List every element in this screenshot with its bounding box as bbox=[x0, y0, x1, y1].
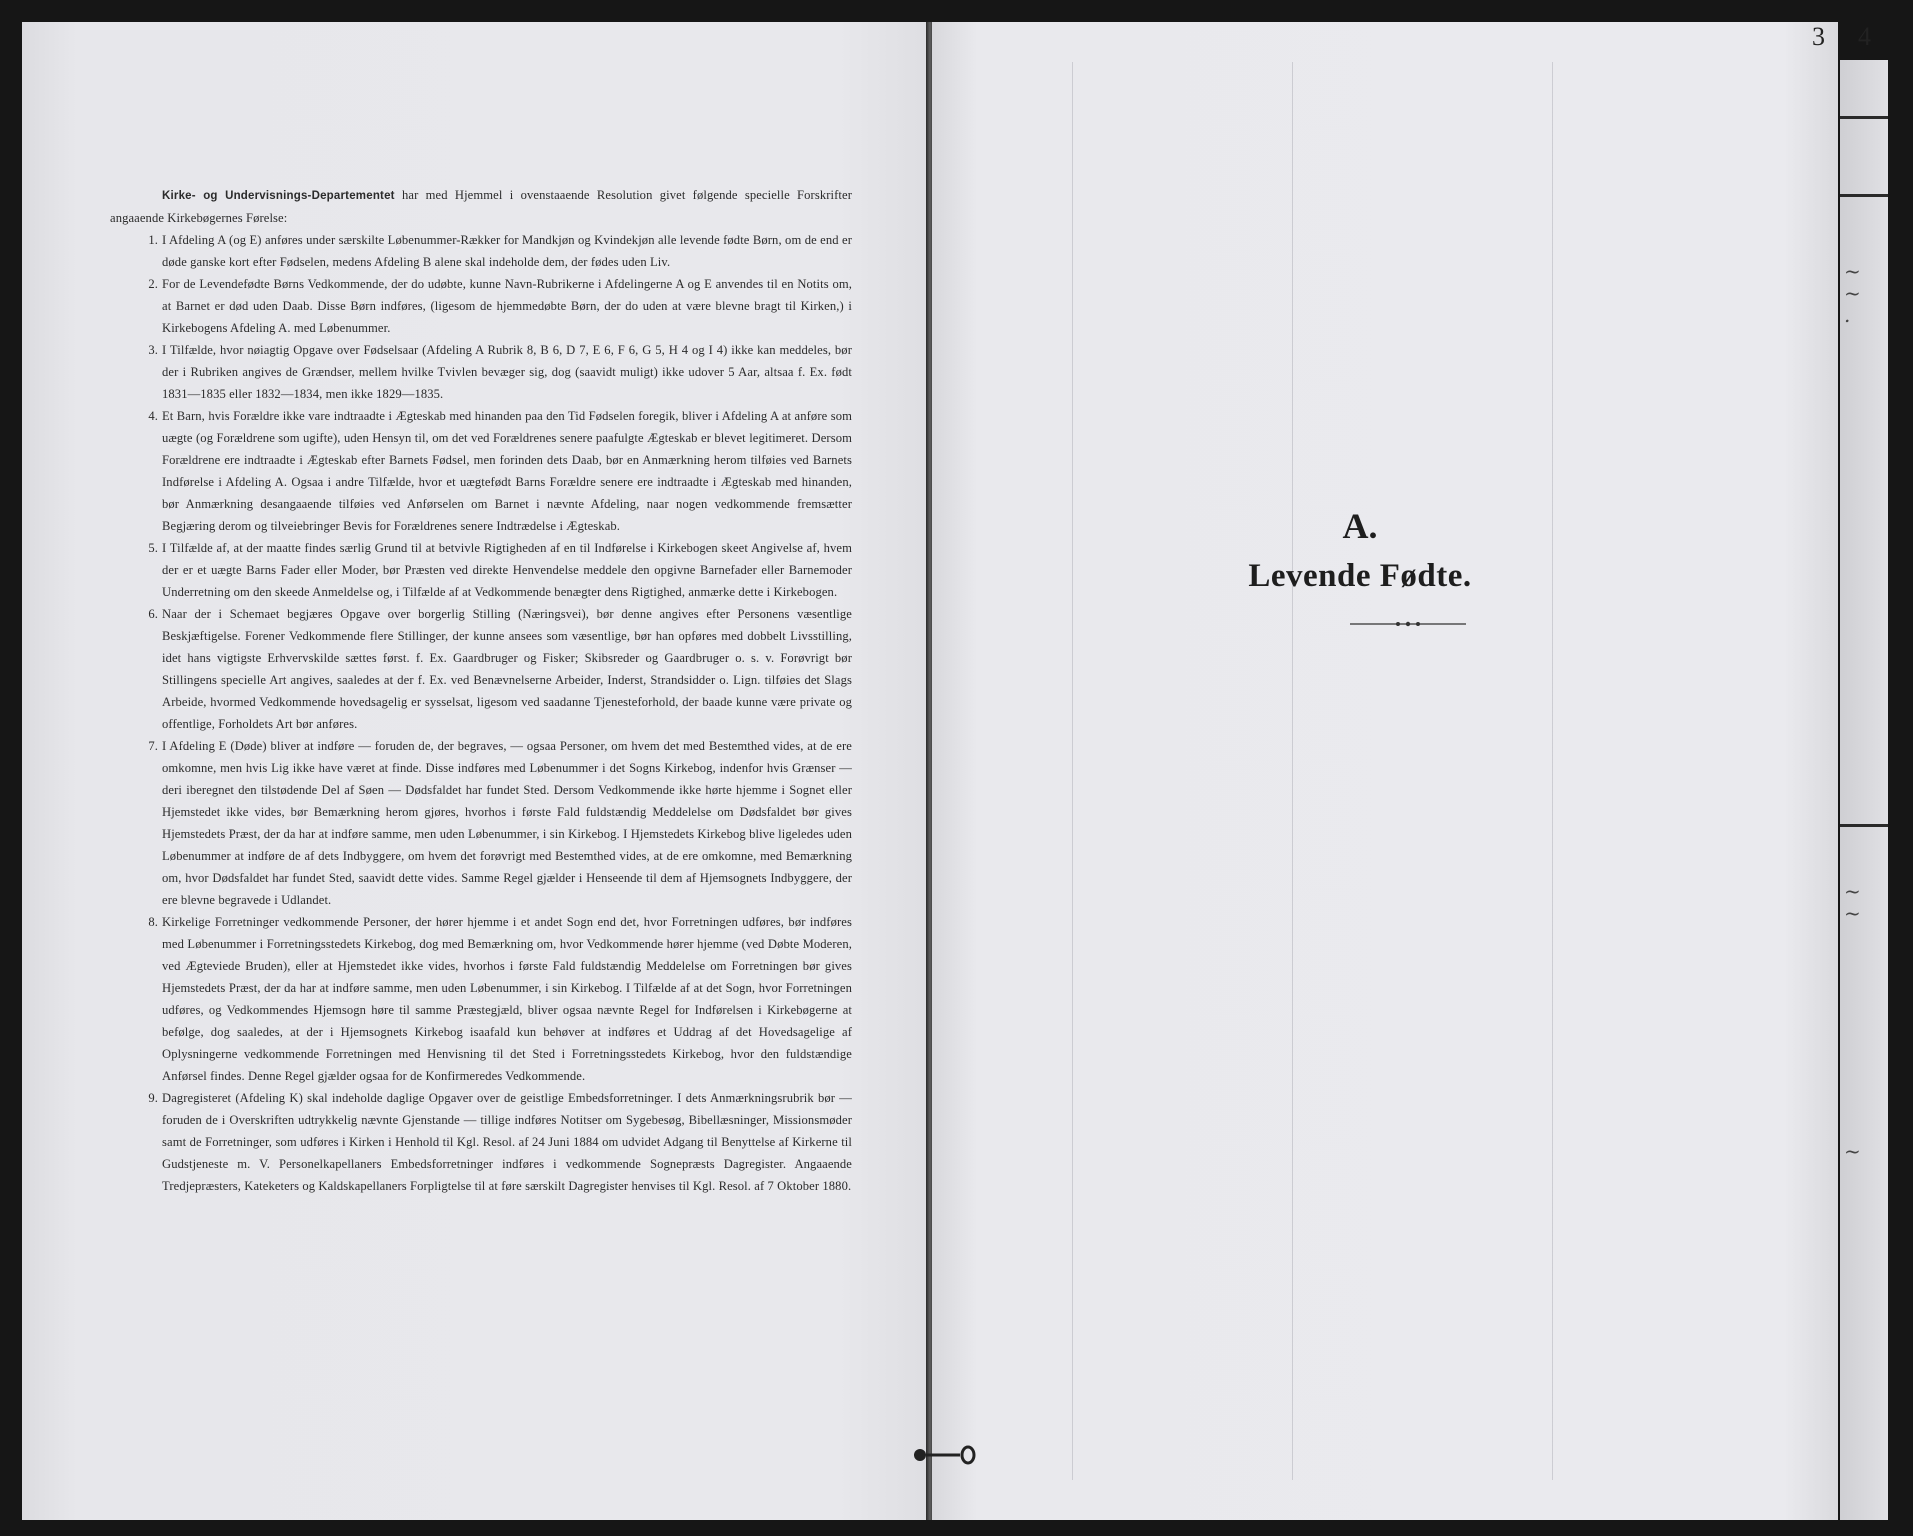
provision-number: 9. bbox=[148, 1091, 158, 1105]
provision-number: 7. bbox=[148, 739, 158, 753]
provision-number: 6. bbox=[148, 607, 158, 621]
provision-text: Kirkelige Forretninger vedkommende Personer, der hører hjemme i et andet Sogn end det, hvor Forretningen udføres, bør indføres med Løbenummer i Forretningsstedets Kirkebog, dog med Bemærkning om, hvor Vedkommende hører hjemme (ved Døbte Moderen, ved Ægteviede Bruden), eller at Hjemstedet ikke vides, hvorhos i første Fald fuldstændig Meddelelse om Forretningen bør gives Hjemstedets Præst, der da har at indføre samme, men uden Løbenummer, i sin Kirkebog. I Tilfælde af at det Sogn, hvor Forretningen udføres, og Vedkommendes Hjemsogn høre til samme Præstegjæld, bliver ogsaa nævnte Regel for Indførelsen i Kirkebøgerne at befølge, dog saaledes, at der i Hjemsognets Kirkebog isaafald kun behøver at indføres et Uddrag af det Hovedsagelige af Oplysningerne vedkommende Forretningen med Henvisning til det Sted i Forretningsstedets Kirkebog, hvor den fuldstændige Anførsel findes. Denne Regel gjælder ogsaa for de Konfirmeredes Vedkommende. bbox=[162, 915, 852, 1083]
intro-text: har med Hjemmel i ovenstaaende Resolution givet følgende specielle Forskrifter angaaende Kirkebøgernes Førelse: bbox=[110, 188, 853, 225]
instructions-intro bbox=[110, 184, 852, 229]
provision-text: Naar der i Schemaet begjæres Opgave over borgerlig Stilling (Næringsvei), bør denne angives efter Personens væsentlige Beskjæftigelse. Forener Vedkommende flere Stillinger, der kunne ansees som væsentlige, bør han opføres med dobbelt Livsstilling, idet hans vigtigste Erhvervskilde sættes først. f. Ex. Gaardbruger og Fisker; Skibsreder og Gaardbruger o. s. v. Forøvrigt bør Stillingens specielle Art angives, saaledes at der f. Ex. ved Benævnelserne Arbeider, Inderst, Strandsidder o. Lign. tilføies det Slags Arbeide, hvormed Vedkommende hovedsagelig er sysselsat, ligesom ved saadanne Tjenesteforhold, der baade kunne være private og offentlige, Forholdets Art bør anføres. bbox=[162, 607, 852, 731]
provision-item bbox=[110, 911, 852, 1087]
handwriting-scrawl: ~ ~ bbox=[1844, 879, 1861, 925]
page-number-left: 3 bbox=[1812, 22, 1825, 51]
provision-item bbox=[110, 339, 852, 405]
provision-text: I Tilfælde, hvor nøiagtig Opgave over Fødselsaar (Afdeling A Rubrik 8, B 6, D 7, E 6, F 6, G 5, H 4 og I 4) ikke kan meddeles, bør der i Rubriken angives de Grændser, mellem hvilke Tvivlen bevæger sig, dog (saavidt muligt) ikke udover 5 Aar, altsaa f. Ex. født 1831—1835 eller 1832—1834, men ikke 1829—1835. bbox=[162, 343, 852, 401]
provision-text: I Afdeling E (Døde) bliver at indføre — foruden de, der begraves, — ogsaa Personer, om hvem det med Bestemthed vides, at de ere omkomne, men hvis Lig ikke have været at finde. Disse indføres med Løbenummer i det Sogns Kirkebog, indenfor hvis Grænser — deri iberegnet den tilstødende Del af Søen — Dødsfaldet har fundet Sted. Dersom Vedkommende ikke hørte hjemme i Sognet eller Hjemstedet ikke vides, bør Bemærkning herom gjøres, hvorhos i første Fald fuldstændig Meddelelse om Dødsfaldet bør gives Hjemstedets Præst, der da har at indføre samme, men uden Løbenummer, i sin Kirkebog. I Hjemstedets Kirkebog blive ligeledes uden Løbenummer at indføre de af dets Indbyggere, om hvem det forøvrigt med Bestemthed vides, at de ere omkomne, med Bemærkning om, hvor Dødsfaldet har fundet Sted, saavidt dette vides. Samme Regel gjælder i Henseende til dem af Hjemsognets Indbyggere, der ere blevne begravede i Udlandet. bbox=[162, 739, 852, 907]
provision-number: 3. bbox=[148, 343, 158, 357]
section-letter: A. bbox=[1342, 506, 1378, 546]
sliver-rule bbox=[1840, 194, 1888, 197]
ruled-line bbox=[1292, 62, 1293, 1480]
next-page-sliver bbox=[1840, 60, 1888, 1520]
ruled-line bbox=[1552, 62, 1553, 1480]
department-name: Kirke- og Undervisnings-Departementet bbox=[162, 190, 395, 202]
right-page bbox=[932, 22, 1838, 1520]
provision-item bbox=[110, 1087, 852, 1197]
sliver-rule bbox=[1840, 116, 1888, 119]
provision-number: 8. bbox=[148, 915, 158, 929]
provision-item bbox=[110, 735, 852, 911]
provisions-list bbox=[110, 229, 852, 1197]
provision-number: 5. bbox=[148, 541, 158, 555]
provision-text: I Afdeling A (og E) anføres under særskilte Løbenummer-Rækker for Mandkjøn og Kvindekjøn alle levende fødte Børn, om de end er døde ganske kort efter Fødselen, medens Afdeling B alene skal indeholde dem, der fødes uden Liv. bbox=[162, 233, 852, 269]
provision-item bbox=[110, 229, 852, 273]
provision-text: Et Barn, hvis Forældre ikke vare indtraadte i Ægteskab med hinanden paa den Tid Fødselen foregik, bliver i Afdeling A at anføre som uægte (og Forældrene som ugifte), uden Hensyn til, om det ved Forældrenes senere paafulgte Ægteskab er blevet legitimeret. Dersom Forældrene ere indtraadte i Ægteskab efter Barnets Fødsel, men forinden dets Daab, bør en Anmærkning herom tilføies ved Barnets Indførelse i Afdeling A. Ogsaa i andre Tilfælde, hvor et uægtefødt Barns Forældre senere ere indtraadte i Ægteskab med hinanden, bør Anmærkning desangaaende tilføies ved Anførselen om Barnet i nævnte Afdeling, naar nogen vedkommende fremsætter Begjæring derom og tilveiebringer Bevis for Forældrenes senere Indtrædelse i Ægteskab. bbox=[162, 409, 852, 533]
provision-text: For de Levendefødte Børns Vedkommende, der do udøbte, kunne Navn-Rubrikerne i Afdelingerne A og E anvendes til en Notits om, at Barnet er død uden Daab. Disse Børn indføres, (ligesom de hjemmedøbte Børn, der do uden at være blevne bragt til Kirken,) i Kirkebogens Afdeling A. med Løbenummer. bbox=[162, 277, 852, 335]
binding-clip-icon bbox=[910, 1440, 980, 1470]
provision-text: Dagregisteret (Afdeling K) skal indeholde daglige Opgaver over de geistlige Embedsforretninger. I dets Anmærkningsrubrik bør — foruden de i Overskriften udtrykkelig nævnte Gjenstande — tillige indføres Notitser om Sygebesøg, Bibellæsninger, Missionsmøder samt de Forretninger, som udføres i Kirken i Henhold til Kgl. Resol. af 24 Juni 1884 om udvidet Adgang til Benyttelse af Kirkerne til Gudstjeneste m. V. Personelkapellaners Embedsforretninger indføres i vedkommende Sognepræsts Dagregister. Angaaende Tredjepræsters, Kateketers og Kaldskapellaners Forpligtelse til at føre særskilt Dagregister henvises til Kgl. Resol. af 7 Oktober 1880. bbox=[162, 1091, 852, 1193]
provision-number: 2. bbox=[148, 277, 158, 291]
handwriting-scrawl: ~ ~ . bbox=[1844, 259, 1861, 327]
provision-number: 4. bbox=[148, 409, 158, 423]
provision-item bbox=[110, 405, 852, 537]
ornament-divider bbox=[1350, 620, 1466, 628]
provision-number: 1. bbox=[148, 233, 158, 247]
provision-item bbox=[110, 537, 852, 603]
provision-item bbox=[110, 273, 852, 339]
handwriting-scrawl: ~ bbox=[1844, 1139, 1861, 1163]
provision-text: I Tilfælde af, at der maatte findes særlig Grund til at betvivle Rigtigheden af en til Indførelse i Kirkebogen skeet Angivelse af, hvem der er et uægte Barns Fader eller Moder, bør Præsten ved direkte Henvendelse meddele den opgivne Barnefader eller Barnemoder Underretning om den skeede Anmeldelse og, i Tilfælde af at Vedkommende benægter dens Rigtighed, anmærke dette i Kirkebogen. bbox=[162, 541, 852, 599]
sliver-rule bbox=[1840, 824, 1888, 827]
section-title: Levende Fødte. bbox=[1248, 558, 1472, 594]
instructions-text bbox=[110, 184, 852, 1197]
page-number-right: 4 bbox=[1858, 22, 1871, 51]
ruled-line bbox=[1072, 62, 1073, 1480]
provision-item bbox=[110, 603, 852, 735]
